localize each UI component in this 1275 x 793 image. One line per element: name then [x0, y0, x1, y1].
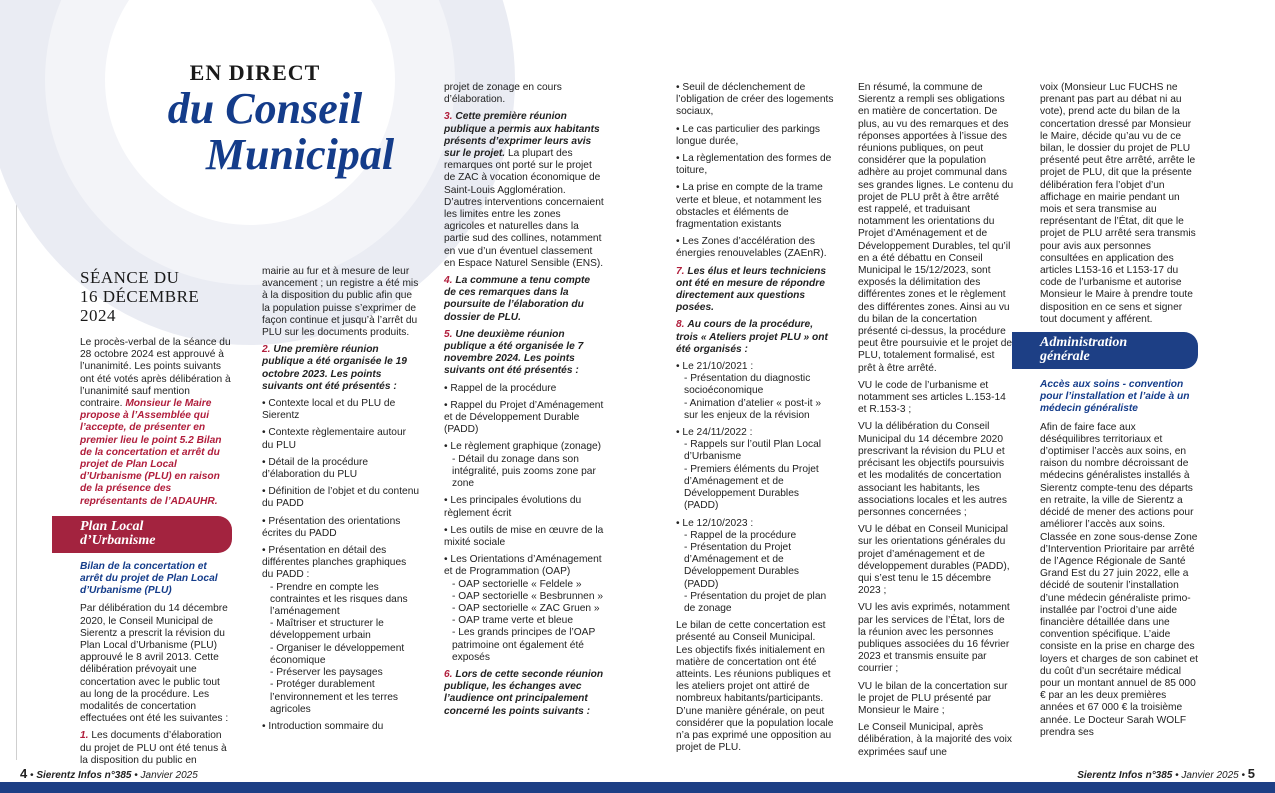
point-4-text: La commune a tenu compte de ces remarques dans la poursuite de l’élaboration du dossier de PLU.	[444, 275, 591, 323]
page-number-right: 5	[1247, 766, 1255, 781]
point-5-text: Une deuxième réunion publique a été organisée le 7 novembre 2024. Les points suivants ont été présentés :	[444, 328, 584, 377]
sub-item: - Présentation du diagnostic socioéconomique	[684, 373, 811, 397]
sub-item: - Organiser le développement économique	[270, 642, 405, 666]
paragraph-point-3	[444, 111, 604, 270]
date-item: • Le 21/10/2021 :	[676, 361, 754, 373]
subheading-bilan: Bilan de la concertation et arrêt du projet de Plan Local d’Urbanisme (PLU)	[80, 560, 218, 597]
sub-item: - OAP sectorielle « Besbrunnen »	[452, 590, 604, 602]
seance-title	[80, 268, 232, 325]
sub-item: - OAP sectorielle « Feldele »	[452, 578, 582, 590]
footer-left	[20, 766, 198, 781]
paragraph-deliberation: Par délibération du 14 décembre 2020, le Conseil Municipal de Sierentz a prescrit la révision du Plan Local d’Urbanisme (PLU) approuvé le 8 avril 2013. Cette délibération prévoyait une concertation avec le public tout au long de la procédure. Les modalités de concertation effectuées ont été les suivantes :	[80, 603, 229, 725]
paragraph-point-6	[444, 669, 604, 718]
paragraph-vu: VU le code de l’urbanisme et notamment ses articles L.153-14 et R.153-3 ;	[858, 379, 1006, 416]
number-1: 1.	[80, 730, 89, 742]
bullet-item: • Présentation des orientations écrites du PADD	[262, 515, 401, 539]
column-5	[858, 82, 1014, 764]
headline-small: EN DIRECT	[189, 60, 321, 85]
tag-line-2: d’Urbanisme	[80, 532, 156, 548]
footer-publication: Sierentz Infos n°385	[36, 770, 132, 781]
page-headline	[120, 60, 410, 178]
intro-red-text: Monsieur le Maire propose à l’Assemblée qui l’accepte, de présenter en premier lieu le point 5.2 Bilan de la concertation et arrêt du projet de Plan Local d’Urbanisme (PLU) en raison de la présence des représentants de l’ADAUHR.	[80, 398, 222, 507]
sub-item: - Rappels sur l’outil Plan Local d’Urbanisme	[684, 439, 822, 463]
footer-publication: Sierentz Infos n°385	[1077, 770, 1173, 781]
sub-item: - Détail du zonage dans son intégralité, puis zooms zone par zone	[452, 453, 596, 490]
paragraph-mairie: mairie au fur et à mesure de leur avancement ; un registre a été mis à la disposition du public afin que la population puisse s’exprimer de façon continue et jusqu’à l’arrêt du PLU sur les documents produits.	[262, 266, 419, 339]
bullet-item: • Présentation en détail des différentes planches graphiques du PADD :	[262, 545, 407, 581]
paragraph-point-4	[444, 275, 604, 324]
paragraph-point-7	[676, 266, 834, 315]
subheading-acces-soins: Accès aux soins - convention pour l’installation et l’aide à un médecin généraliste	[1040, 379, 1190, 415]
bullet-item: • Contexte règlementaire autour du PLU	[262, 427, 407, 451]
paragraph-vu: VU le débat en Conseil Municipal sur les orientations générales du projet d’aménagement et de développement durables (PADD), qui s’est tenu le 15 décembre 2023 ;	[858, 524, 1010, 597]
bullet-item: • Les Zones d’accélération des énergies renouvelables (ZAEnR).	[676, 236, 827, 260]
paragraph-vu: VU les avis exprimés, notamment par les services de l’État, lors de la réunion avec les personnes publiques associées du 16 février 2023 et transmis ensuite par courrier ;	[858, 602, 1010, 675]
footer-bar	[0, 782, 1275, 793]
tag-plan-local	[52, 516, 232, 553]
sub-item: - Prendre en compte les contraintes et les risques dans l’aménagement	[270, 581, 408, 618]
number-7: 7.	[676, 265, 685, 277]
bullet-item: • Le cas particulier des parkings longue durée,	[676, 123, 820, 147]
page-number-left: 4	[20, 766, 28, 781]
paragraph-point-8	[676, 319, 834, 356]
paragraph-zonage: projet de zonage en cours d’élaboration.	[444, 82, 562, 106]
tag-line-1: Plan Local	[80, 518, 144, 534]
footer-separator: •	[30, 770, 34, 781]
vertical-divider	[16, 200, 17, 760]
paragraph-bilan: Le bilan de cette concertation est présenté au Conseil Municipal. Les objectifs fixés initialement en matière de concertation ont été atteints. Les réunions publiques et les ateliers projet ont attiré de nombreux habitants/participants. D’une manière générale, on peut considérer que la population locale n’a pas exprimé une opposition au projet de PLU.	[676, 620, 834, 754]
point-7-text: Les élus et leurs techniciens ont été en mesure de répondre directement aux questions posées.	[676, 265, 827, 314]
footer-right	[1077, 766, 1255, 781]
bullet-item: • Les outils de mise en œuvre de la mixité sociale	[444, 524, 604, 548]
column-2	[262, 266, 420, 733]
tag-administration	[1012, 332, 1198, 369]
bullet-item: • Introduction sommaire du	[262, 720, 384, 732]
tag-line-1: Administration	[1040, 335, 1128, 351]
bullet-item: • Détail de la procédure d’élaboration du PLU	[262, 456, 369, 481]
point-8-text: Au cours de la procédure, trois « Ateliers projet PLU » ont été organisés :	[676, 319, 828, 355]
seance-line-1: SÉANCE DU	[80, 268, 180, 287]
bullet-item: • Seuil de déclenchement de l’obligation de créer des logements sociaux,	[676, 82, 834, 118]
bullet-item: • Définition de l’objet et du contenu du PADD	[262, 486, 420, 510]
bullet-item: • Les principales évolutions du règlement écrit	[444, 495, 582, 519]
date-item: • Le 12/10/2023 :	[676, 517, 754, 529]
point-3-text: La plupart des remarques ont porté sur le projet de ZAC à vocation économique de Saint-Louis Agglomération. D’autres interventions concernaient les limites entre les zones agricoles et naturelles dans la partie sud des collines, notamment en vue d’un éventuel classement en Espace Naturel Sensible (ENS).	[444, 148, 604, 269]
column-6	[1040, 82, 1198, 744]
intro-text: Le procès-verbal de la séance du 28 octobre 2024 est approuvé à l’unanimité. Les points suivants ont été votés après délibération à l’unanimité sauf mention contraire.	[80, 337, 231, 410]
number-5: 5.	[444, 328, 453, 340]
sub-item: - Animation d’atelier « post-it » sur les enjeux de la révision	[684, 397, 822, 421]
bullet-item: • La règlementation des formes de toiture,	[676, 153, 832, 177]
paragraph-vote: voix (Monsieur Luc FUCHS ne prenant pas part au débat ni au vote), prend acte du bilan de la concertation dressé par Monsieur le Maire, décide qu’au vu de ce bilan, le dossier du projet de PLU présenté peut être arrêté, arrête le projet de PLU, dit que la présente délibération fera l’objet d’un affichage en mairie pendant un mois et sera transmise au représentant de l’État, dit que le projet de PLU arrêté sera transmis pour avis aux personnes consultées en application des articles L153-16 et L153-17 du code de l’urbanisme et autorise Monsieur le Maire à prendre toute disposition en ce sens et signer tout document y afférent.	[1040, 82, 1196, 325]
number-3: 3.	[444, 111, 453, 123]
paragraph-medecin: Afin de faire face aux déséquilibres territoriaux et d’optimiser l’accès aux soins, en raison du nombre décroissant de médecins généralistes installés à Sierentz compte-tenu des départs en retraite, la ville de Sierentz a décidé de mener des actions pour améliorer l’accès aux soins. Classée en zone sous-dense Zone d’Intervention Prioritaire par arrêté de l’Agence Régionale de Santé Grand Est du 27 juin 2022, elle a décidé de soutenir l’installation d’une médecin généraliste primo-installée par l’octroi d’une aide financière détaillée dans une convention spécifique. L’aide consiste en la prise en charge des loyers et charges de son cabinet et du coût d’un secrétaire médical pour un montant annuel de 85 000 € par an les deux premières années et 67 000 € la troisième année. Le Docteur Sarah WOLF prendra ses	[1040, 421, 1199, 738]
column-4	[676, 82, 834, 759]
headline-big-2: Municipal	[205, 130, 395, 179]
column-3	[444, 82, 604, 723]
paragraph-point-2	[262, 344, 420, 393]
bullet-item: • La prise en compte de la trame verte et bleue, et notamment les obstacles et éléments de fragmentation existants	[676, 182, 823, 231]
headline-big-1: du Conseil	[167, 84, 363, 133]
sub-item: - Présentation du projet de plan de zonage	[684, 590, 827, 614]
bullet-item: • Les Orientations d’Aménagement et de Programmation (OAP)	[444, 554, 602, 578]
paragraph-vu: VU la délibération du Conseil Municipal du 14 décembre 2020 prescrivant la révision du PLU et précisant les objectifs poursuivis et les modalités de concertation associant les habitants, les associations locales et les autres personnes concernées ;	[858, 421, 1007, 518]
sub-item: - Maîtriser et structurer le développement urbain	[270, 618, 384, 642]
sub-item: - Protéger durablement l’environnement et les terres agricoles	[270, 679, 398, 715]
bullet-item: • Rappel de la procédure	[444, 382, 557, 394]
seance-line-2: 16 DÉCEMBRE 2024	[80, 287, 200, 325]
bullet-item: • Le règlement graphique (zonage)	[444, 441, 602, 453]
sub-item: - OAP trame verte et bleue	[452, 615, 573, 627]
intro-paragraph	[80, 337, 232, 508]
paragraph-point-5	[444, 329, 604, 378]
tag-line-2: générale	[1040, 349, 1090, 365]
sub-item: - Premiers éléments du Projet d’Aménagement et de Développement Durables (PADD)	[684, 463, 819, 512]
footer-date: • Janvier 2025	[134, 770, 198, 781]
date-item: • Le 24/11/2022 :	[676, 427, 753, 439]
bullet-item: • Contexte local et du PLU de Sierentz	[262, 398, 396, 422]
sub-item: - Les grands principes de l’OAP patrimoine ont également été exposés	[452, 627, 596, 663]
paragraph-conseil: Le Conseil Municipal, après délibération, à la majorité des voix exprimées sauf une	[858, 722, 1013, 758]
point-2-text: Une première réunion publique a été organisée le 19 octobre 2023. Les points suivants ont été présentés :	[262, 344, 407, 392]
section-vertical-label: CONSEIL MUNICIPAL	[10, 28, 22, 183]
sub-item: - OAP sectorielle « ZAC Gruen »	[452, 602, 600, 614]
sub-item: - Présentation du Projet d’Aménagement et de Développement Durables (PADD)	[684, 541, 799, 590]
number-6: 6.	[444, 668, 453, 680]
paragraph-resume: En résumé, la commune de Sierentz a rempli ses obligations en matière de concertation. De plus, au vu des remarques et des réponses apportées à l’issue des réunions publiques, on peut considérer que la population adhère au projet communal dans ses grandes lignes. Le contenu du projet de PLU prêt à être arrêté est rappelé, et traduisant notamment les orientations du Projet d’Aménagement et de Développement Durables, tel qu’il en a été débattu en Conseil Municipal le 15/12/2023, sont exposés la délimitation des différentes zones et le règlement des différentes zones. Ainsi au vu du bilan de la concertation présenté ci-dessus, la procédure peut être poursuivie et le projet de PLU, totalement formalisé, est prêt à être arrêté.	[858, 82, 1014, 374]
paragraph-point-1	[80, 730, 232, 767]
column-1	[80, 268, 232, 772]
point-1-text: Les documents d’élaboration du projet de PLU ont été tenus à la disposition du public en	[80, 730, 227, 766]
sub-item: - Préserver les paysages	[270, 667, 383, 679]
bullet-item: • Rappel du Projet d’Aménagement et de Développement Durable (PADD)	[444, 399, 604, 436]
number-2: 2.	[262, 344, 271, 356]
number-8: 8.	[676, 319, 685, 331]
paragraph-vu: VU le bilan de la concertation sur le projet de PLU présenté par Monsieur le Maire ;	[858, 680, 1008, 716]
point-6-text: Lors de cette seconde réunion publique, les échanges avec l’audience ont principalement concerné les points suivants :	[444, 668, 604, 717]
footer-date: • Janvier 2025 •	[1175, 770, 1245, 781]
sub-item: - Rappel de la procédure	[684, 529, 797, 541]
point-3-heading: Cette première réunion publique a permis aux habitants présents d’exprimer leurs avis sur le projet.	[444, 111, 600, 160]
number-4: 4.	[444, 275, 453, 287]
